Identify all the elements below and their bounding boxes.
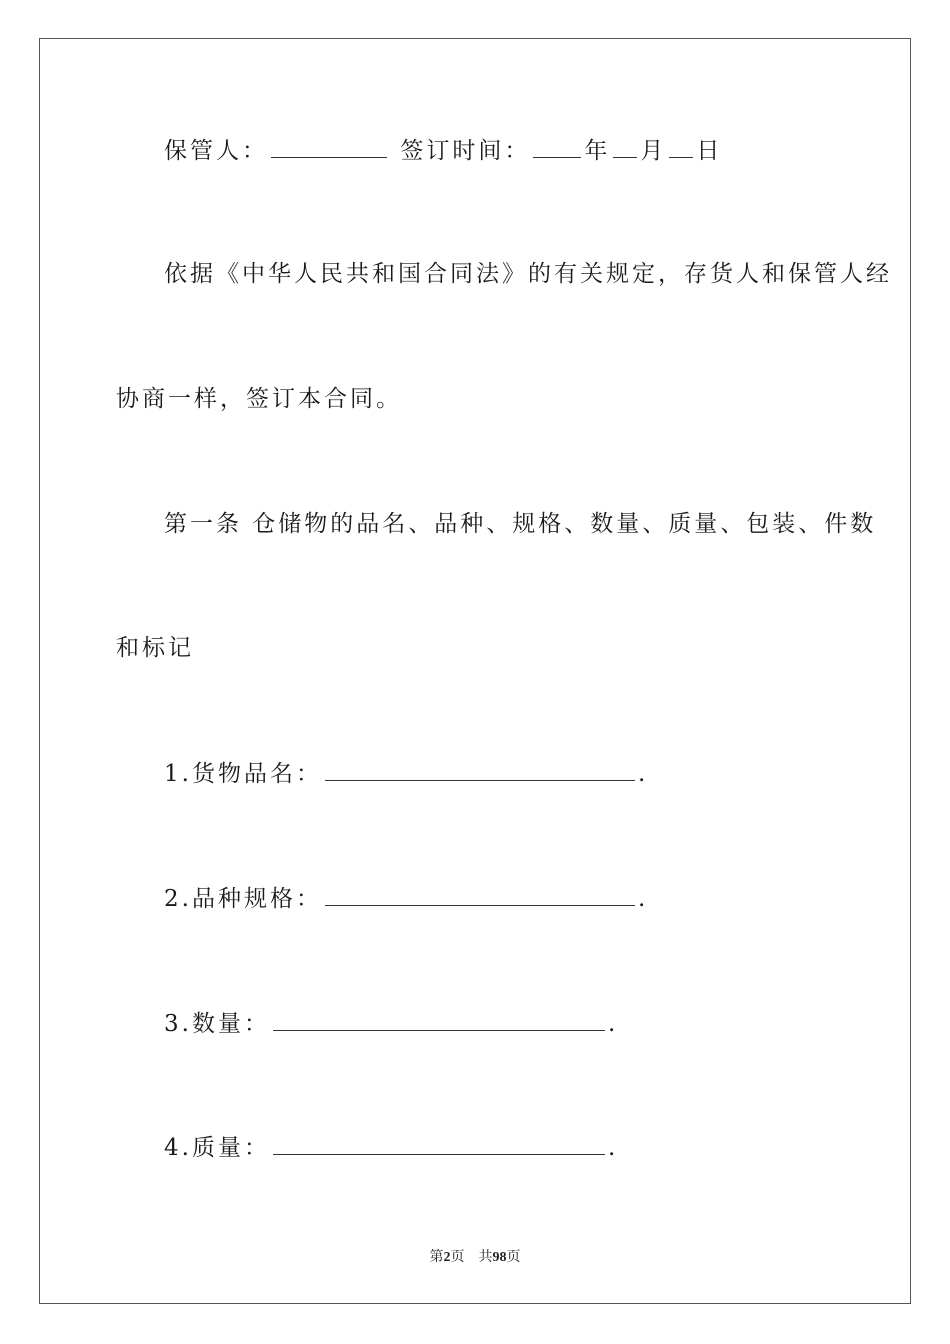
- item-label: 4.质量：: [164, 1135, 270, 1161]
- keeper-blank: [271, 135, 387, 158]
- total-suffix: 页: [506, 1250, 521, 1265]
- page-number: 2: [443, 1250, 451, 1265]
- total-pages: 98: [492, 1250, 507, 1265]
- item-label: 1.货物品名：: [164, 761, 322, 787]
- item-blank: [325, 758, 635, 781]
- item-label: 2.品种规格：: [164, 886, 322, 912]
- page-prefix: 第: [429, 1250, 444, 1265]
- article-1-line-1: 第一条 仓储物的品名、品种、规格、数量、质量、包装、件数: [164, 511, 877, 537]
- paragraph-1-line-1: 依据《中华人民共和国合同法》的有关规定，存货人和保管人经: [164, 261, 892, 287]
- item-end: .: [607, 1011, 619, 1037]
- paragraph-1-line-2: 协商一样，签订本合同。: [116, 386, 402, 412]
- total-prefix: 共: [478, 1250, 493, 1265]
- item-quality: [164, 1132, 618, 1163]
- item-end: .: [607, 1135, 619, 1161]
- month-blank: [613, 135, 637, 158]
- item-variety-spec: [164, 883, 648, 914]
- header-fields-line: [164, 135, 722, 166]
- day-blank: [669, 135, 693, 158]
- sign-time-label: 签订时间：: [400, 138, 531, 164]
- day-label: 日: [696, 138, 723, 164]
- item-blank: [325, 883, 635, 906]
- item-label: 3.数量：: [164, 1011, 270, 1037]
- item-end: .: [637, 761, 649, 787]
- year-blank: [533, 135, 581, 158]
- article-1-line-2: 和标记: [116, 635, 194, 661]
- item-quantity: [164, 1008, 618, 1039]
- keeper-label: 保管人：: [164, 138, 268, 164]
- month-label: 月: [640, 138, 667, 164]
- item-blank: [273, 1132, 605, 1155]
- item-end: .: [637, 886, 649, 912]
- year-label: 年: [584, 138, 611, 164]
- item-goods-name: [164, 758, 648, 789]
- item-blank: [273, 1008, 605, 1031]
- page-frame: [39, 38, 911, 1304]
- page-suffix: 页: [450, 1250, 465, 1265]
- page-footer: [0, 1246, 950, 1266]
